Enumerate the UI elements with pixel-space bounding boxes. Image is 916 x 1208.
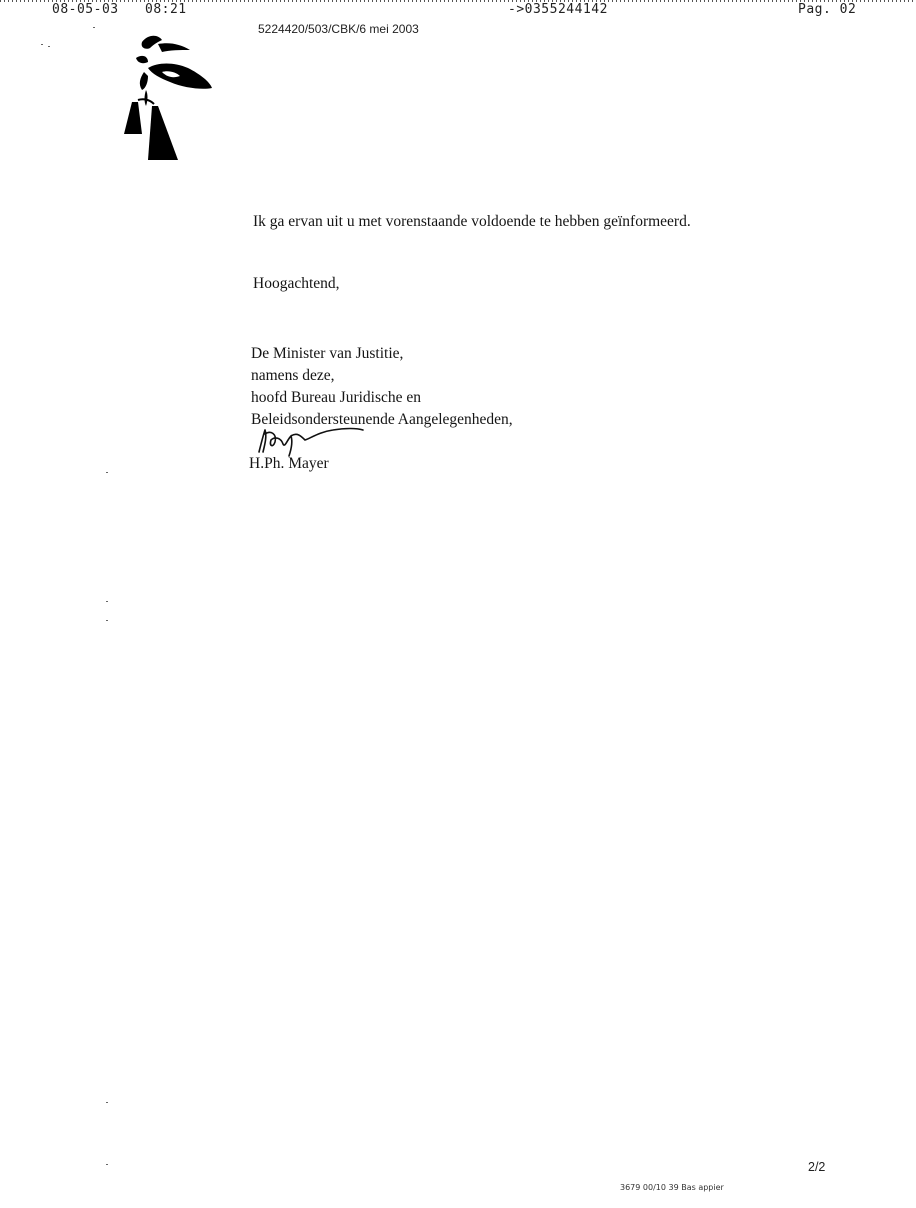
greeting: Hoogachtend, [253, 275, 340, 292]
ministry-logo-icon [118, 28, 218, 168]
fax-number: ->0355244142 [508, 2, 608, 17]
signature-block [251, 343, 513, 431]
fax-page-number: Pag. 02 [798, 2, 857, 17]
signature-block-line: De Minister van Justitie, [251, 345, 404, 362]
form-code: 3679 00/10 39 Bas appier [620, 1183, 724, 1192]
scan-speck [48, 46, 50, 47]
scan-speck [106, 601, 108, 602]
fax-date: 08-05-03 [52, 2, 119, 17]
signature-block-line: hoofd Bureau Juridische en [251, 389, 422, 406]
fax-time: 08:21 [145, 2, 187, 17]
scan-speck [106, 472, 108, 473]
page-count: 2/2 [808, 1160, 826, 1174]
scan-speck [106, 620, 108, 621]
signer-name: H.Ph. Mayer [249, 455, 329, 472]
scan-speck [93, 27, 95, 28]
closing-sentence: Ik ga ervan uit u met vorenstaande voldoende te hebben geïnformeerd. [253, 213, 691, 230]
fax-transmission-header [0, 2, 916, 18]
scan-speck [41, 44, 43, 45]
handwritten-signature-icon [253, 422, 368, 458]
scan-speck [106, 1164, 108, 1165]
signature-block-line: Beleidsondersteunende Aangelegenheden, [251, 411, 513, 428]
letter-reference: 5224420/503/CBK/6 mei 2003 [258, 22, 419, 36]
scan-speck [106, 1102, 108, 1103]
signature-block-line: namens deze, [251, 367, 335, 384]
